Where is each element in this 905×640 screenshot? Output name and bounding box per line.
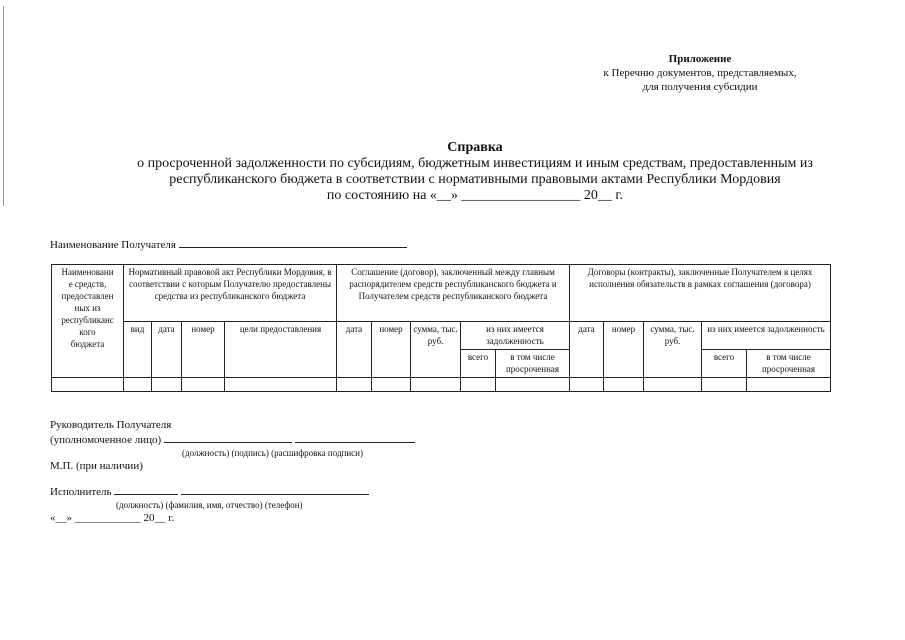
executor-block: [50, 484, 369, 525]
contracts-date-header: дата: [570, 322, 604, 378]
document-title: Справка: [447, 140, 503, 155]
executor-position-blank[interactable]: [114, 484, 178, 495]
group-agreement-header: Соглашение (договор), заключенный между главным распорядителем средств республиканского бюджета и Получателем средств республиканского бюджета: [337, 265, 570, 322]
document-heading: [40, 140, 905, 204]
appendix-block: [560, 52, 840, 94]
contracts-debt-header: из них имеется задолженность: [702, 322, 831, 350]
stamp-label: М.П. (при наличии): [50, 460, 143, 472]
agreement-number-header: номер: [372, 322, 411, 378]
contracts-sum-header: сумма, тыс. руб.: [644, 322, 702, 378]
recipient-label: Наименование Получателя: [50, 239, 176, 251]
heading-line-2: республиканского бюджета в соответствии с нормативными правовыми актами Республики Мордовия: [169, 172, 781, 187]
act-date-header: дата: [152, 322, 182, 378]
group-contracts-header: Договоры (контракты), заключенные Получателем в целях исполнения обязательств в рамках соглашения (договора): [570, 265, 831, 322]
executor-label: Исполнитель: [50, 486, 112, 498]
appendix-line-2: для получения субсидии: [642, 81, 758, 93]
page-edge-line: [3, 6, 4, 206]
agreement-total-header: всего: [461, 350, 496, 378]
overdue-debt-table: [51, 264, 831, 392]
agreement-overdue-header: в том числе просроченная: [496, 350, 570, 378]
recipient-field: [50, 237, 407, 251]
date-line: «__» ____________ 20__ г.: [50, 512, 175, 524]
head-position-blank[interactable]: [164, 432, 292, 443]
appendix-line-1: к Перечню документов, представляемых,: [603, 67, 797, 79]
heading-line-3: по состоянию на «__» _________________ 20__ г.: [326, 188, 624, 203]
authorized-person-label: (уполномоченное лицо): [50, 434, 162, 446]
heading-line-1: о просроченной задолженности по субсидиям, бюджетным инвестициям и иным средствам, предоставленным из: [137, 156, 813, 171]
table-row: [52, 378, 831, 392]
contracts-overdue-header: в том числе просроченная: [747, 350, 831, 378]
agreement-date-header: дата: [337, 322, 372, 378]
act-vid-header: вид: [124, 322, 152, 378]
act-purpose-header: цели предоставления: [225, 322, 337, 378]
agreement-sum-header: сумма, тыс. руб.: [411, 322, 461, 378]
contracts-number-header: номер: [604, 322, 644, 378]
executor-caption: (должность) (фамилия, имя, отчество) (телефон): [116, 500, 303, 510]
executor-name-blank[interactable]: [181, 484, 369, 495]
appendix-title: Приложение: [668, 53, 732, 65]
agreement-debt-header: из них имеется задолженность: [461, 322, 570, 350]
head-caption: (должность) (подпись) (расшифровка подписи): [182, 448, 363, 458]
group-act-header: Нормативный правовой акт Республики Мордовия, в соответствии с которым Получателю предоставлены средства из республиканского бюджета: [124, 265, 337, 322]
contracts-total-header: всего: [702, 350, 747, 378]
head-signature-blank[interactable]: [295, 432, 415, 443]
recipient-blank[interactable]: [179, 237, 407, 248]
col-name-header: Наименовани е средств, предоставлен ных из республиканс кого бюджета: [52, 265, 124, 378]
head-signature-block: [50, 419, 415, 460]
head-label: Руководитель Получателя: [50, 419, 172, 431]
act-number-header: номер: [182, 322, 225, 378]
